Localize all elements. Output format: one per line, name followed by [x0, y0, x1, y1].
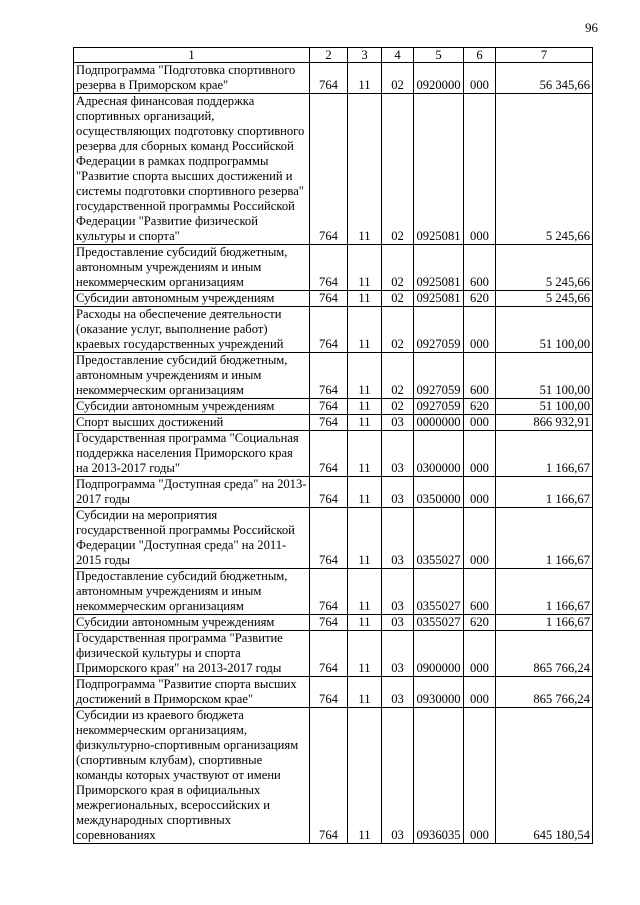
table-body: [74, 63, 593, 844]
cell-subsection: 02: [382, 291, 414, 307]
cell-subsection: 02: [382, 399, 414, 415]
cell-expense-type: 600: [464, 353, 496, 399]
cell-expense-type: 000: [464, 708, 496, 844]
cell-target-article: 0355027: [414, 569, 464, 615]
cell-ministry: 764: [310, 307, 348, 353]
cell-amount: 56 345,66: [496, 63, 593, 94]
cell-subsection: 03: [382, 431, 414, 477]
cell-section: 11: [348, 63, 382, 94]
cell-target-article: 0925081: [414, 94, 464, 245]
cell-amount: 865 766,24: [496, 631, 593, 677]
table-row: [74, 477, 593, 508]
cell-name: Субсидии автономным учреждениям: [74, 615, 310, 631]
cell-subsection: 03: [382, 615, 414, 631]
cell-amount: 1 166,67: [496, 477, 593, 508]
cell-name: Адресная финансовая поддержка спортивных организаций, осуществляющих подготовку спортивного резерва для сборных команд Российской Федерации в рамках подпрограммы "Развитие спорта высших достижений и системы подготовки спортивного резерва" государственной программы Российской Федерации "Развитие физической культуры и спорта": [74, 94, 310, 245]
cell-subsection: 03: [382, 631, 414, 677]
cell-amount: 865 766,24: [496, 677, 593, 708]
cell-expense-type: 000: [464, 477, 496, 508]
cell-expense-type: 620: [464, 291, 496, 307]
cell-amount: 1 166,67: [496, 569, 593, 615]
cell-target-article: 0936035: [414, 708, 464, 844]
cell-name: Предоставление субсидий бюджетным, автономным учреждениям и иным некоммерческим организациям: [74, 245, 310, 291]
cell-name: Субсидии автономным учреждениям: [74, 291, 310, 307]
column-header-target: 5: [414, 48, 464, 63]
cell-name: Предоставление субсидий бюджетным, автономным учреждениям и иным некоммерческим организациям: [74, 569, 310, 615]
cell-subsection: 03: [382, 569, 414, 615]
cell-name: Расходы на обеспечение деятельности (оказание услуг, выполнение работ) краевых государственных учреждений: [74, 307, 310, 353]
cell-section: 11: [348, 399, 382, 415]
table-row: [74, 708, 593, 844]
cell-name: Подпрограмма "Доступная среда" на 2013-2017 годы: [74, 477, 310, 508]
cell-ministry: 764: [310, 353, 348, 399]
cell-target-article: 0927059: [414, 353, 464, 399]
cell-target-article: 0900000: [414, 631, 464, 677]
cell-target-article: 0355027: [414, 508, 464, 569]
cell-target-article: 0350000: [414, 477, 464, 508]
cell-expense-type: 000: [464, 415, 496, 431]
cell-ministry: 764: [310, 431, 348, 477]
table-row: [74, 508, 593, 569]
cell-target-article: 0930000: [414, 677, 464, 708]
cell-expense-type: 000: [464, 677, 496, 708]
table-row: [74, 245, 593, 291]
cell-target-article: 0000000: [414, 415, 464, 431]
cell-amount: 866 932,91: [496, 415, 593, 431]
budget-table: [73, 47, 593, 844]
column-header-name: 1: [74, 48, 310, 63]
cell-name: Субсидии на мероприятия государственной программы Российской Федерации "Доступная среда" на 2011-2015 годы: [74, 508, 310, 569]
table-row: [74, 63, 593, 94]
cell-subsection: 02: [382, 353, 414, 399]
cell-section: 11: [348, 615, 382, 631]
cell-name: Спорт высших достижений: [74, 415, 310, 431]
cell-section: 11: [348, 291, 382, 307]
cell-section: 11: [348, 569, 382, 615]
column-header-ministry: 2: [310, 48, 348, 63]
column-header-subsection: 4: [382, 48, 414, 63]
column-header-section: 3: [348, 48, 382, 63]
cell-subsection: 02: [382, 307, 414, 353]
cell-name: Подпрограмма "Развитие спорта высших достижений в Приморском крае": [74, 677, 310, 708]
cell-section: 11: [348, 708, 382, 844]
cell-expense-type: 620: [464, 615, 496, 631]
cell-section: 11: [348, 508, 382, 569]
cell-section: 11: [348, 353, 382, 399]
cell-section: 11: [348, 631, 382, 677]
cell-name: Субсидии автономным учреждениям: [74, 399, 310, 415]
table-row: [74, 291, 593, 307]
cell-section: 11: [348, 245, 382, 291]
cell-ministry: 764: [310, 245, 348, 291]
cell-amount: 1 166,67: [496, 431, 593, 477]
cell-ministry: 764: [310, 508, 348, 569]
cell-amount: 5 245,66: [496, 291, 593, 307]
cell-ministry: 764: [310, 631, 348, 677]
cell-target-article: 0355027: [414, 615, 464, 631]
cell-target-article: 0920000: [414, 63, 464, 94]
cell-ministry: 764: [310, 708, 348, 844]
table-row: [74, 94, 593, 245]
cell-subsection: 03: [382, 677, 414, 708]
table-row: [74, 415, 593, 431]
cell-subsection: 03: [382, 477, 414, 508]
cell-subsection: 03: [382, 508, 414, 569]
table-row: [74, 569, 593, 615]
cell-ministry: 764: [310, 677, 348, 708]
table-row: [74, 431, 593, 477]
cell-expense-type: 000: [464, 94, 496, 245]
table-row: [74, 353, 593, 399]
cell-amount: 5 245,66: [496, 94, 593, 245]
cell-section: 11: [348, 307, 382, 353]
cell-name: Предоставление субсидий бюджетным, автономным учреждениям и иным некоммерческим организациям: [74, 353, 310, 399]
cell-section: 11: [348, 477, 382, 508]
cell-section: 11: [348, 94, 382, 245]
cell-ministry: 764: [310, 63, 348, 94]
cell-target-article: 0927059: [414, 399, 464, 415]
cell-expense-type: 620: [464, 399, 496, 415]
cell-amount: 1 166,67: [496, 615, 593, 631]
table-row: [74, 307, 593, 353]
cell-expense-type: 600: [464, 569, 496, 615]
cell-subsection: 02: [382, 63, 414, 94]
cell-subsection: 02: [382, 245, 414, 291]
cell-name: Государственная программа "Развитие физической культуры и спорта Приморского края" на 2013-2017 годы: [74, 631, 310, 677]
cell-section: 11: [348, 431, 382, 477]
cell-target-article: 0927059: [414, 307, 464, 353]
cell-expense-type: 000: [464, 431, 496, 477]
cell-ministry: 764: [310, 569, 348, 615]
table-row: [74, 615, 593, 631]
cell-expense-type: 000: [464, 307, 496, 353]
table-header-row: [74, 48, 593, 63]
cell-target-article: 0300000: [414, 431, 464, 477]
cell-ministry: 764: [310, 615, 348, 631]
cell-amount: 645 180,54: [496, 708, 593, 844]
cell-subsection: 02: [382, 94, 414, 245]
cell-ministry: 764: [310, 415, 348, 431]
cell-amount: 5 245,66: [496, 245, 593, 291]
cell-ministry: 764: [310, 399, 348, 415]
cell-amount: 51 100,00: [496, 399, 593, 415]
table-row: [74, 677, 593, 708]
cell-ministry: 764: [310, 94, 348, 245]
cell-ministry: 764: [310, 477, 348, 508]
cell-ministry: 764: [310, 291, 348, 307]
column-header-expense-type: 6: [464, 48, 496, 63]
column-header-amount: 7: [496, 48, 593, 63]
cell-target-article: 0925081: [414, 245, 464, 291]
cell-name: Государственная программа "Социальная поддержка населения Приморского края на 2013-2017 годы": [74, 431, 310, 477]
cell-expense-type: 000: [464, 631, 496, 677]
cell-name: Субсидии из краевого бюджета некоммерческим организациям, физкультурно-спортивным организациям (спортивным клубам), спортивные команды которых участвуют от имени Приморского края в официальных межрегиональных, всероссийских и международных спортивных соревнованиях: [74, 708, 310, 844]
table-row: [74, 399, 593, 415]
cell-target-article: 0925081: [414, 291, 464, 307]
cell-amount: 1 166,67: [496, 508, 593, 569]
cell-section: 11: [348, 677, 382, 708]
cell-section: 11: [348, 415, 382, 431]
cell-subsection: 03: [382, 708, 414, 844]
cell-name: Подпрограмма "Подготовка спортивного резерва в Приморском крае": [74, 63, 310, 94]
cell-subsection: 03: [382, 415, 414, 431]
cell-expense-type: 600: [464, 245, 496, 291]
page-number: 96: [585, 20, 598, 35]
cell-expense-type: 000: [464, 63, 496, 94]
cell-amount: 51 100,00: [496, 353, 593, 399]
cell-amount: 51 100,00: [496, 307, 593, 353]
table-row: [74, 631, 593, 677]
cell-expense-type: 000: [464, 508, 496, 569]
